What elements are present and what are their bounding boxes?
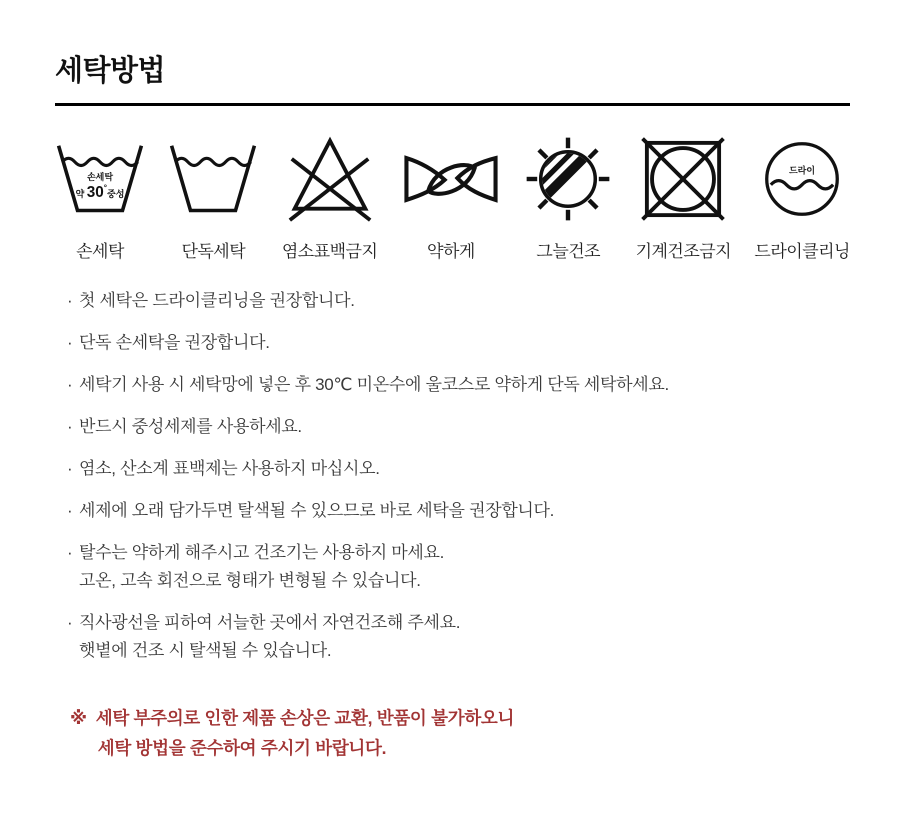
care-warning-notice [70,703,850,763]
warning-marker: ※ [70,707,87,728]
instruction-item [67,609,850,665]
symbol-label: 손세탁 [76,241,124,261]
shade-dry-icon-wrap [524,132,612,237]
dry-clean-circle-icon [761,138,843,220]
warning-line1: 세탁 부주의로 인한 제품 손상은 교환, 반품이 불가하오니 [95,707,515,728]
instruction-item [67,287,850,315]
hand-wash-inner-line2: 약 30°중성 [75,183,125,201]
dry-clean-icon-wrap [761,132,843,237]
hand-wash-icon-wrap [55,132,145,237]
page-title: 세탁방법 [55,55,166,87]
warning-text [96,703,514,763]
instruction-text-line2: 햇볕에 건조 시 탈색될 수 있습니다. [79,640,332,660]
instruction-item [67,371,850,399]
symbol-label: 염소표백금지 [281,241,378,261]
instruction-item [67,329,850,357]
bullet-dot: · [67,458,73,478]
bullet-dot: · [67,374,73,394]
symbol-label: 기계건조금지 [635,241,732,261]
instruction-text: 첫 세탁은 드라이클리닝을 권장합니다. [79,290,355,310]
no-tumble-dry-icon [640,136,726,222]
care-symbol-wash-alone [168,132,258,262]
instruction-item [67,455,850,483]
symbol-label: 단독세탁 [181,241,246,261]
dry-clean-inner-text: 드라이 [789,165,816,176]
symbol-label: 그늘건조 [536,241,601,261]
bullet-dot: · [67,332,73,352]
shade-dry-sun-icon [524,135,612,223]
instruction-text: 반드시 중성세제를 사용하세요. [79,416,302,436]
no-bleach-icon-wrap [282,132,378,237]
bullet-dot: · [67,416,73,436]
care-symbol-no-bleach [282,132,378,262]
instruction-text: 염소, 산소계 표백제는 사용하지 마십시오. [79,458,380,478]
instruction-text-line2: 고온, 고속 회전으로 형태가 변형될 수 있습니다. [79,570,421,590]
wash-alone-icon-wrap [168,132,258,237]
wash-basin-icon [168,141,258,217]
no-machine-dry-icon-wrap [640,132,726,237]
warning-line2: 세탁 방법을 준수하여 주시기 바랍니다. [97,737,387,758]
instruction-item [67,413,850,441]
instruction-text: 세탁기 사용 시 세탁망에 넣은 후 30℃ 미온수에 울코스로 약하게 단독 세탁하세요. [79,374,669,394]
care-symbol-wring-gently [401,132,501,262]
bullet-dot: · [67,290,73,310]
instruction-text: 세제에 오래 담가두면 탈색될 수 있으므로 바로 세탁을 권장합니다. [79,500,555,520]
care-symbol-no-machine-dry [636,132,732,262]
bullet-dot: · [67,612,73,632]
instruction-text: 단독 손세탁을 권장합니다. [79,332,270,352]
care-symbol-dry-clean [754,132,850,262]
symbol-label: 약하게 [427,241,475,261]
instruction-item [67,497,850,525]
title-divider [55,103,850,106]
hand-wash-inner-line1: 손세탁 [86,171,114,182]
care-symbol-shade-dry [524,132,612,262]
instruction-item [67,539,850,595]
wring-twist-icon [401,151,501,207]
no-bleach-triangle-icon [282,135,378,223]
instructions-list [67,287,850,665]
care-symbol-hand-wash [55,132,145,262]
symbol-label: 드라이클리닝 [754,241,850,261]
hand-wash-basin-icon [55,141,145,217]
instruction-text: 직사광선을 피하여 서늘한 곳에서 자연건조해 주세요. [79,612,461,632]
wring-gently-icon-wrap [401,132,501,237]
bullet-dot: · [67,542,73,562]
bullet-dot: · [67,500,73,520]
instruction-text: 탈수는 약하게 해주시고 건조기는 사용하지 마세요. [79,542,445,562]
care-symbols-row [55,132,850,262]
